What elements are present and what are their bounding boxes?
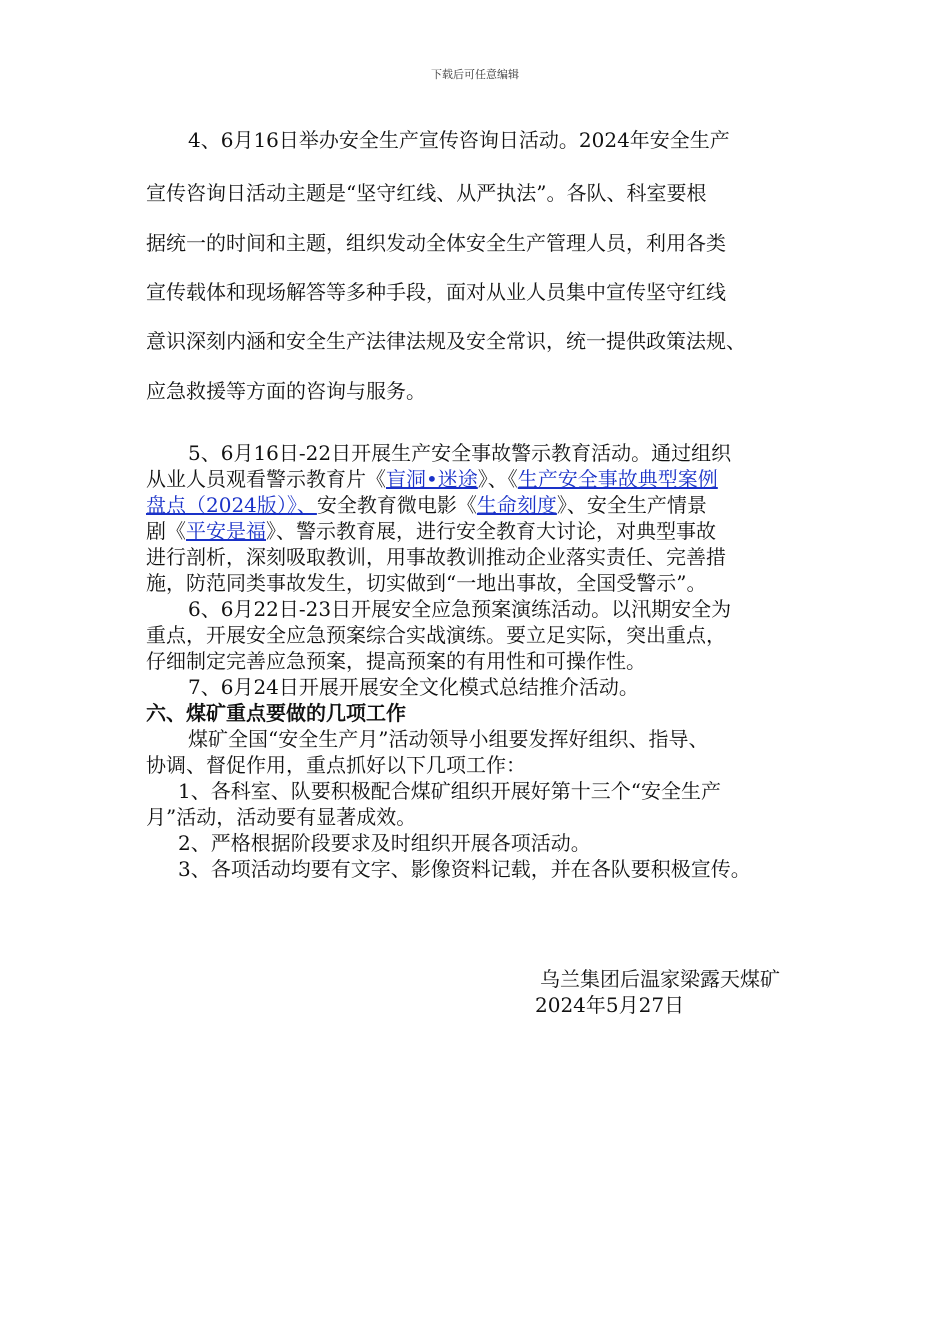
signature-date: 2024年5月27日 <box>535 993 685 1017</box>
text-line: 重点，开展安全应急预案综合实战演练。要立足实际，突出重点， <box>146 623 726 647</box>
text-line: 5、6月16日-22日开展生产安全事故警示教育活动。通过组织 <box>188 441 732 465</box>
text-line: 7、6月24日开展开展安全文化模式总结推介活动。 <box>188 675 639 699</box>
text-line: 宣传咨询日活动主题是“坚守红线、从严执法”。各队、科室要根 <box>146 181 707 205</box>
text-line: 协调、督促作用，重点抓好以下几项工作： <box>146 753 526 777</box>
text-segment: 剧《 <box>146 519 186 543</box>
text-line: 仔细制定完善应急预案，提高预案的有用性和可操作性。 <box>146 649 646 673</box>
text-line: 应急救援等方面的咨询与服务。 <box>146 379 426 403</box>
list-item: 3、各项活动均要有文字、影像资料记载，并在各队要积极宣传。 <box>178 857 751 881</box>
list-item: 2、严格根据阶段要求及时组织开展各项活动。 <box>178 831 591 855</box>
text-line <box>146 518 716 544</box>
text-line: 据统一的时间和主题，组织发动全体安全生产管理人员，利用各类 <box>146 231 726 255</box>
text-line: 煤矿全国“安全生产月”活动领导小组要发挥好组织、指导、 <box>188 727 709 751</box>
text-line: 4、6月16日举办安全生产宣传咨询日活动。2024年安全生产 <box>188 128 730 152</box>
text-line: 施，防范同类事故发生，切实做到“一地出事故，全国受警示”。 <box>146 571 707 595</box>
list-item: 月”活动，活动要有显著成效。 <box>146 805 417 829</box>
link-film-shengming[interactable]: 生命刻度 <box>476 493 557 517</box>
text-segment: 》、警示教育展，进行安全教育大讨论，对典型事故 <box>266 519 716 543</box>
text-segment: 》、《 <box>477 467 518 491</box>
link-case-review-cont[interactable]: 盘点（2024版）》、 <box>146 493 317 517</box>
text-line <box>146 466 718 492</box>
text-line: 进行剖析，深刻吸取教训，用事故教训推动企业落实责任、完善措 <box>146 545 726 569</box>
text-segment: 安全教育微电影《 <box>316 493 477 517</box>
link-case-review[interactable]: 生产安全事故典型案例 <box>517 467 718 491</box>
section-heading: 六、煤矿重点要做的几项工作 <box>146 701 406 725</box>
signature-organization: 乌兰集团后温家梁露天煤矿 <box>540 967 780 991</box>
text-segment: 从业人员观看警示教育片《 <box>146 467 386 491</box>
text-line: 宣传载体和现场解答等多种手段，面对从业人员集中宣传坚守红线 <box>146 280 726 304</box>
text-segment: 》、安全生产情景 <box>556 493 707 517</box>
text-line: 6、6月22日-23日开展安全应急预案演练活动。以汛期安全为 <box>188 597 732 621</box>
page-header-note: 下载后可任意编辑 <box>431 68 519 81</box>
text-line <box>146 492 707 518</box>
link-drama-pingan[interactable]: 平安是福 <box>186 519 266 543</box>
text-line: 意识深刻内涵和安全生产法律法规及安全常识，统一提供政策法规、 <box>146 329 746 353</box>
list-item: 1、各科室、队要积极配合煤矿组织开展好第十三个“安全生产 <box>178 779 721 803</box>
link-film-mangdong[interactable]: 盲洞•迷途 <box>386 467 478 491</box>
